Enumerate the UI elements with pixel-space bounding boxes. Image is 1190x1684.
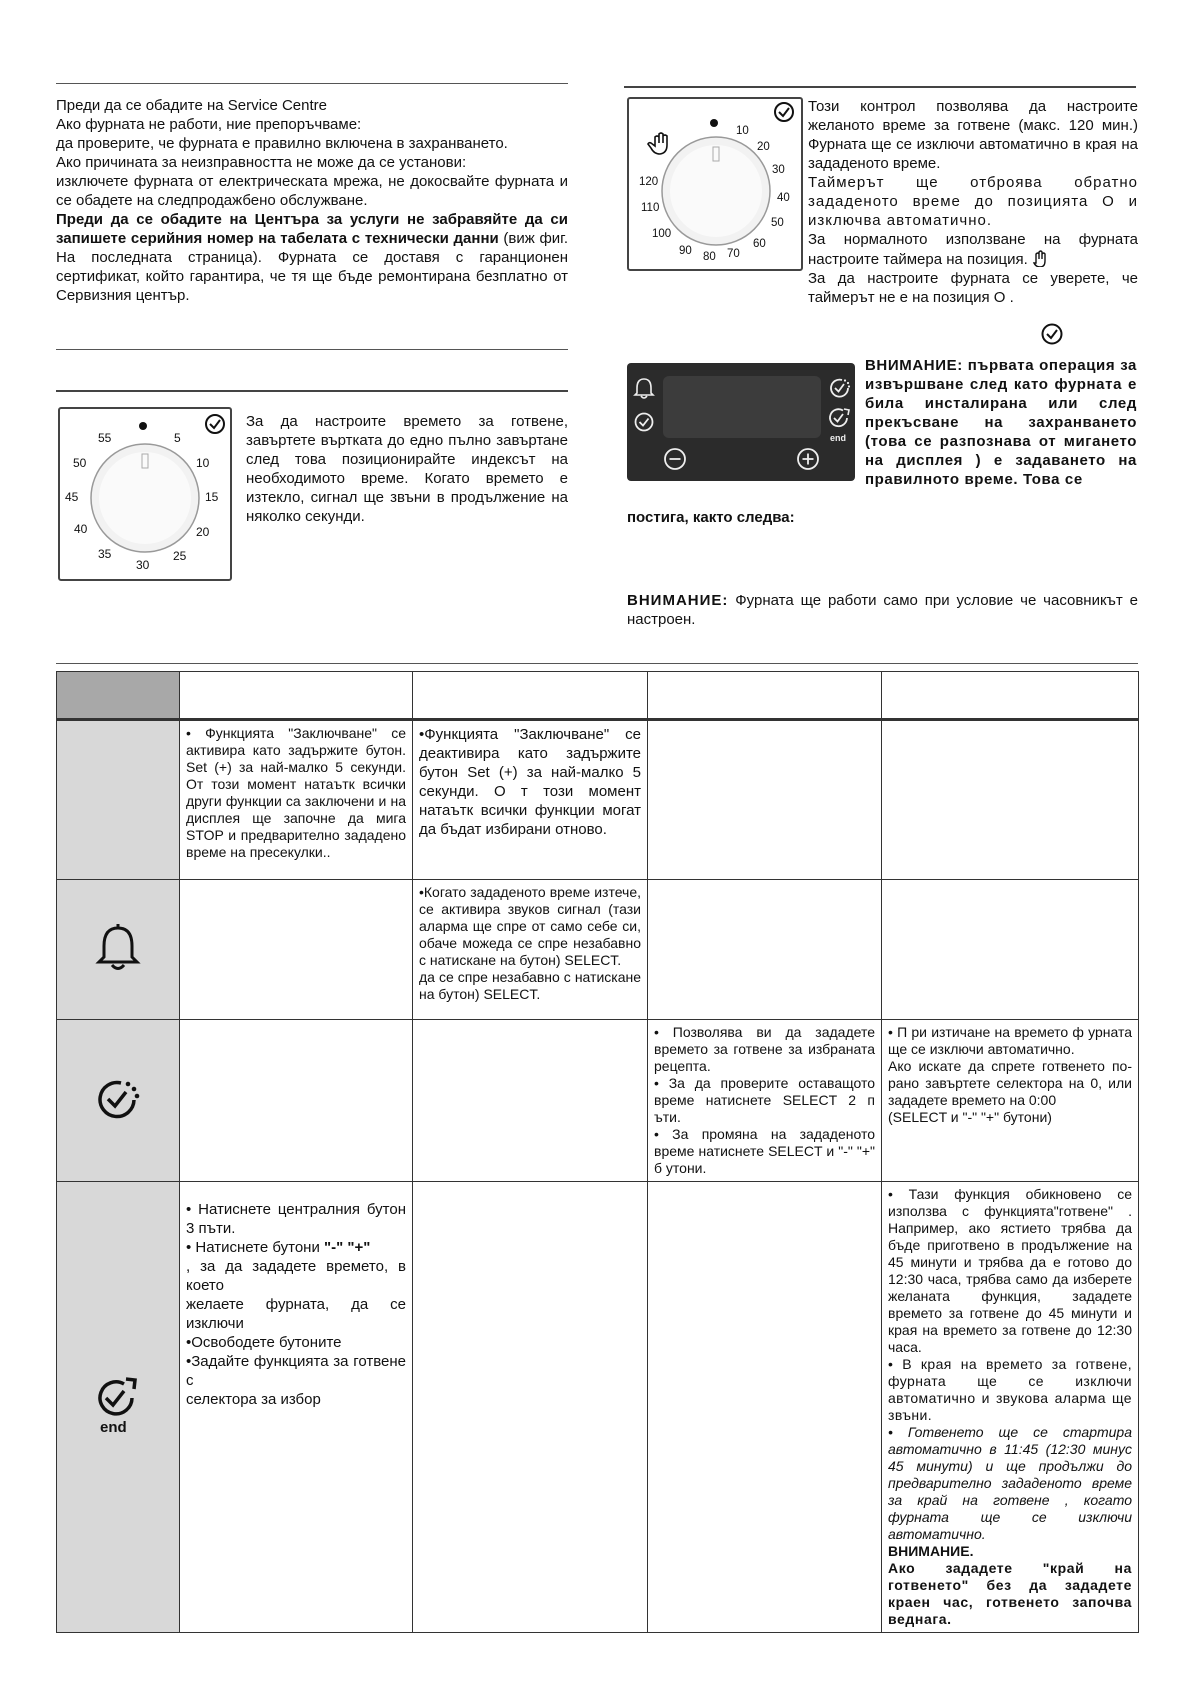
- cell: [180, 880, 413, 1020]
- timer-text-3: • За промяна на зададеното време натиснете SELECT и "-" "+" б утони.: [654, 1126, 875, 1176]
- cell: [882, 720, 1139, 880]
- header-cell: [413, 672, 648, 720]
- clock-note-text: Фурната ще работи само при условие че часовникът е настроен.: [627, 592, 1138, 628]
- end-step-7: селектора за избор: [186, 1391, 321, 1408]
- clock-icon[interactable]: [633, 411, 655, 433]
- service-line: Преди да се обадите на Service Centre: [56, 97, 327, 114]
- bell-text: •Когато зададеното време изтече, се активира звуков сигнал (тази аларма ще спре от само себе си, обаче можеда се спре незабавно с натискане на бутон) SELECT.: [419, 884, 641, 968]
- dial-label-80: 80: [703, 251, 716, 263]
- service-line: Ако причината за неизправността не може да се установи:: [56, 154, 467, 171]
- minute-timer-dial: [58, 407, 232, 581]
- dial-label-5: 5: [174, 431, 181, 445]
- timer-icon: [1040, 322, 1064, 346]
- long-timer-text: [808, 97, 1138, 307]
- table-header-row: [57, 672, 1139, 720]
- dial-label-20: 20: [196, 525, 210, 539]
- end-label: end: [830, 433, 847, 443]
- hand-icon: [648, 133, 667, 154]
- cell: [882, 1020, 1139, 1182]
- cell: [180, 1020, 413, 1182]
- service-line: изключете фурната от електрическата мрежа, не докосвайте фурната и се обадете на следпродажбено обслужване.: [56, 173, 568, 209]
- timer-text-2: • За да проверите оставащото време натиснете SELECT 2 п ъти.: [654, 1075, 875, 1125]
- end-step-6: •Задайте функцията за готвене с: [186, 1353, 406, 1389]
- cooking-time-icon: [93, 1074, 143, 1124]
- plus-button-icon[interactable]: [796, 447, 820, 471]
- cell: [413, 1020, 648, 1182]
- end-warning-label: ВНИМАНИЕ.: [888, 1543, 974, 1559]
- bell-icon: [95, 923, 141, 973]
- dial-label-45: 45: [65, 490, 79, 504]
- dial-label-35: 35: [98, 547, 112, 561]
- cell: • Функцията "Заключване" се активира като задържите бутон. Set (+) за най-малко 5 секунди. От този момент натаътк всички други функции са заключени и на дисплея ще започне да мига STOP и предварително зададено време на пресекулки..: [180, 720, 413, 880]
- dial-label-10: 10: [736, 125, 749, 137]
- clock-note-label: ВНИМАНИЕ:: [627, 592, 729, 609]
- timer-text-1: • Позволява ви да зададете времето за готвене за избраната рецепта.: [654, 1024, 875, 1074]
- cooking-time-icon[interactable]: [828, 376, 852, 400]
- header-cell: [648, 672, 882, 720]
- cell: [648, 1182, 882, 1633]
- cell: [882, 880, 1139, 1020]
- end-time-icon: [92, 1374, 144, 1436]
- end-desc-2: • В края на времето за готвене, фурната ще се изключи автоматично и звукова аларма ще звъни.: [888, 1356, 1132, 1423]
- dial-label-20: 20: [757, 141, 770, 153]
- dial-label-90: 90: [679, 245, 692, 257]
- bell-text-repeat: да се спре незабавно с натискане на бутон) SELECT.: [419, 969, 641, 1002]
- dial-label-60: 60: [753, 238, 766, 250]
- end-step-4: желаете фурната, да се изключи: [186, 1296, 406, 1332]
- end-step-2: • Натиснете бутони: [186, 1239, 324, 1256]
- row-icon-cell: [57, 880, 180, 1020]
- end-step-3: , за да зададете времето, в което: [186, 1258, 406, 1294]
- service-line: да проверите, че фурната е правилно включена в захранването.: [56, 135, 508, 152]
- svg-text:end: end: [100, 1419, 127, 1436]
- dial-label-30: 30: [772, 164, 785, 176]
- end-step-5: •Освободете бутоните: [186, 1334, 342, 1351]
- header-cell: [882, 672, 1139, 720]
- cell: [180, 1182, 413, 1633]
- cell: [648, 720, 882, 880]
- long-timer-text-2: Таймерът ще отброява обратно зададеното време до позицията O и изключва автоматично.: [808, 174, 1138, 229]
- table-row: [57, 720, 1139, 880]
- digital-warning: ВНИМАНИЕ: първата операция за извършване след като фурната е била инсталирана или след прекъсване на захранването (това се разпознава от мигането на дисплея ) е задаването на правилното време. Това се: [865, 357, 1137, 488]
- functions-table: [56, 671, 1139, 1633]
- digital-control-panel: [627, 363, 855, 481]
- clock-note: [627, 591, 1138, 629]
- minus-button-icon[interactable]: [663, 447, 687, 471]
- hand-icon: [1032, 249, 1050, 267]
- dial-label-15: 15: [205, 490, 219, 504]
- cell: [648, 1020, 882, 1182]
- service-line: Ако фурната не работи, ние препоръчваме:: [56, 116, 362, 133]
- timer-end-text-3: (SELECT и "-" "+" бутони): [888, 1109, 1052, 1125]
- display-screen: [663, 376, 821, 438]
- cell: [413, 880, 648, 1020]
- dial-label-25: 25: [173, 549, 187, 563]
- dial-label-70: 70: [727, 248, 740, 260]
- table-row: [57, 880, 1139, 1020]
- end-warning-text: Ако зададете "край на готвенето" без да зададете краен час, готвенето започва веднага.: [888, 1560, 1132, 1627]
- service-centre-text: [56, 96, 568, 305]
- row-icon-cell: [57, 1020, 180, 1182]
- long-timer-text-3: За нормалното използване на фурната настроите таймера на позиция.: [808, 231, 1138, 268]
- dial-label-110: 110: [641, 202, 660, 214]
- row-icon-cell: [57, 1182, 180, 1633]
- dial-label-50: 50: [73, 456, 87, 470]
- timer-icon: [775, 103, 793, 121]
- long-timer-text-1: Този контрол позволява да настроите желаното време за готвене (макс. 120 мин.) Фурната ще се изключи автоматично в края на зададеното време.: [808, 98, 1138, 172]
- cell: [882, 1182, 1139, 1633]
- end-step-1: • Натиснете централния бутон 3 пъти.: [186, 1201, 406, 1237]
- service-bold-note: Преди да се обадите на Центъра за услуги не забравяйте да си запишете серийния номер на табелата с технически данни: [56, 211, 568, 247]
- end-desc-3: • Готвенето ще се стартира автоматично в 11:45 (12:30 минус 45 минути) и ще продължи до предварително зададеното време за край на готвене , когато фурната ще се изключи автоматично.: [888, 1424, 1132, 1542]
- header-cell: [180, 672, 413, 720]
- header-cell: [57, 672, 180, 720]
- dial-label-100: 100: [652, 228, 672, 240]
- row-icon-cell: [57, 720, 180, 880]
- dial-label-55: 55: [98, 431, 112, 445]
- timer-end-text-1: • П ри изтичане на времето ф урната ще се изключи автоматично.: [888, 1024, 1132, 1057]
- minute-timer-text: За да настроите времето за готвене, завъртете въртката до едно пълно завъртане след това позиционирайте индексът на необходимото време. Когато времето е изтекло, сигнал ще звъни в продължение на няколко секунди.: [246, 413, 568, 525]
- table-row: [57, 1020, 1139, 1182]
- end-step-2-buttons: "-" "+": [324, 1239, 371, 1256]
- timer-icon: [206, 415, 224, 433]
- table-row: [57, 1182, 1139, 1633]
- timer-end-text-2: Ако искате да спрете готвенето по-рано завъртете селектора на 0, или зададете времето на 0:00: [888, 1058, 1132, 1108]
- long-timer-dial: [627, 97, 803, 271]
- cell: •Функцията "Заключване" се деактивира като задържите бутон Set (+) за най-малко 5 секунди. О т този момент натаътк всички функции могат да бъдат избирани отново.: [413, 720, 648, 880]
- service-tail: (виж фиг. На последната страница). Фурната се доставя с гаранционен сертификат, който гарантира, че тя ще бъде ремонтирана безплатно от Сервизния център.: [56, 230, 568, 304]
- long-timer-text-4: За да настроите фурната се уверете, че таймерът не е на позиция O .: [808, 270, 1138, 306]
- dial-label-120: 120: [639, 176, 659, 188]
- end-desc-1: • Тази функция обикновено се използва с функцията"готвене" . Например, ако ястието трябва да бъде приготвено в продължение на 45 минути и трябва да е готово до 12:30 часа, трябва само да изберете желаната функция, зададете времето за готвене до 45 минути и края на времето за готвене до 12:30 часа.: [888, 1186, 1132, 1355]
- digital-warning-tail: постига, както следва:: [627, 509, 795, 526]
- dial-label-30: 30: [136, 558, 150, 572]
- dial-label-40: 40: [777, 192, 790, 204]
- dial-label-10: 10: [196, 456, 210, 470]
- cell: [648, 880, 882, 1020]
- index-dot: [139, 422, 147, 430]
- cell: [413, 1182, 648, 1633]
- dial-label-40: 40: [74, 522, 88, 536]
- bell-icon[interactable]: [633, 376, 655, 400]
- dial-label-50: 50: [771, 217, 784, 229]
